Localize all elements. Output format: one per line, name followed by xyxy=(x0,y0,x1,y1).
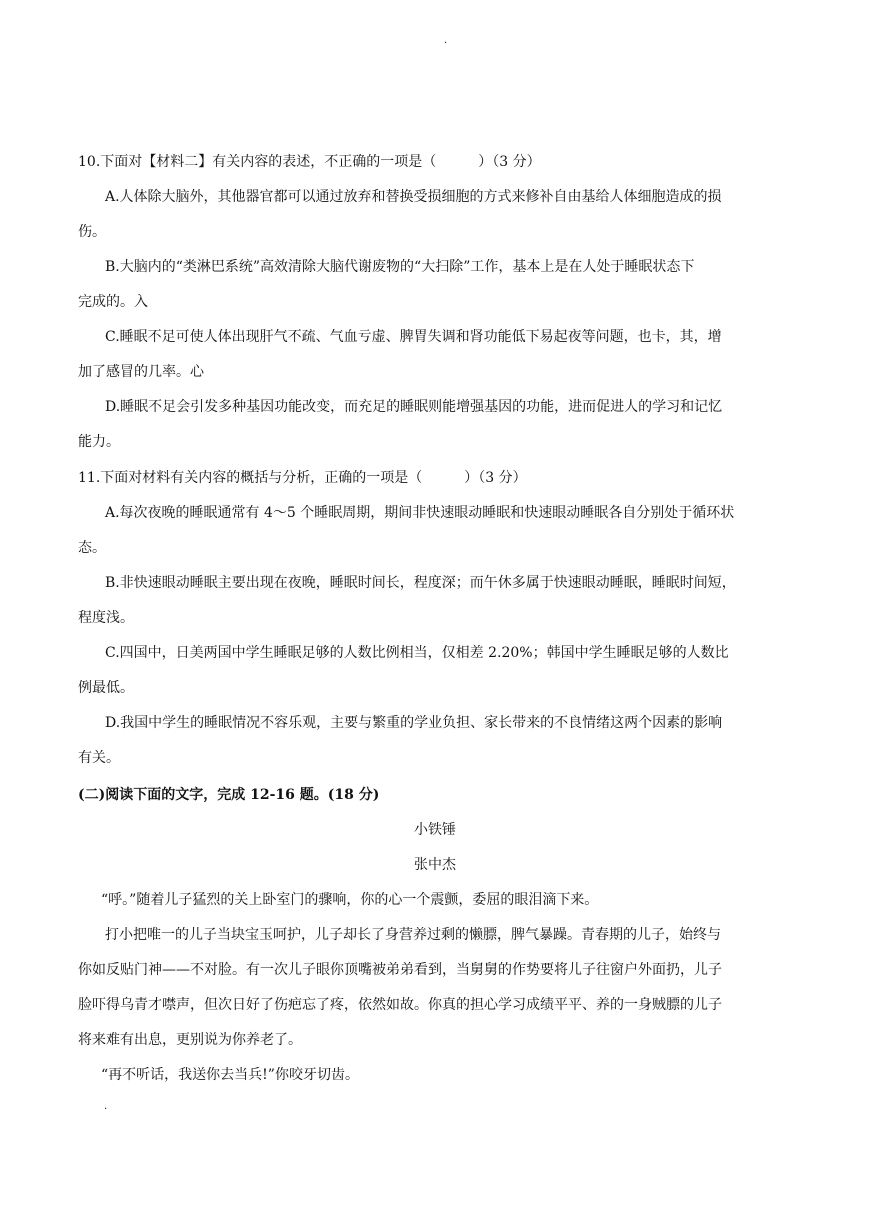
question-11-title: 11.下面对材料有关内容的概括与分析，正确的一项是（ ）（3 分） xyxy=(78,470,527,486)
story-author: 张中杰 xyxy=(414,857,456,873)
story-paragraph-2-line1: 打小把唯一的儿子当块宝玉呵护，儿子却长了身营养过剩的懒膘，脾气暴躁。青春期的儿子，始终与 xyxy=(105,927,721,943)
question-11-option-c-line1: C.四国中，日美两国中学生睡眠足够的人数比例相当，仅相差 2.20%；韩国中学生睡眠足够的人数比 xyxy=(105,645,729,661)
footer-dot: . xyxy=(104,1101,108,1112)
question-10-option-a-line1: A.人体除大脑外，其他器官都可以通过放弃和替换受损细胞的方式来修补自由基给人体细胞造成的损 xyxy=(105,189,722,205)
question-11-option-d-line2: 有关。 xyxy=(78,750,120,766)
question-10-option-c-line2: 加了感冒的几率。心 xyxy=(78,364,204,380)
question-10-title: 10.下面对【材料二】有关内容的表述，不正确的一项是（ ）（3 分） xyxy=(78,154,541,170)
question-10-option-b-line2: 完成的。入 xyxy=(78,294,148,310)
story-paragraph-2-line3: 脸吓得乌青才噤声，但次日好了伤疤忘了疼，依然如故。你真的担心学习成绩平平、养的一身贼膘的儿子 xyxy=(78,997,722,1013)
question-10-option-b-line1: B.大脑内的“类淋巴系统”高效清除大脑代谢废物的“大扫除”工作，基本上是在人处于睡眠状态下 xyxy=(105,259,695,275)
story-paragraph-3: “再不听话，我送你去当兵!”你咬牙切齿。 xyxy=(101,1067,359,1083)
document-content xyxy=(78,152,792,1085)
question-10-option-d-line1: D.睡眠不足会引发多种基因功能改变，而充足的睡眠则能增强基因的功能，进而促进人的学习和记忆 xyxy=(105,399,723,415)
header-dot: . xyxy=(444,35,448,46)
question-10-option-a-line2: 伤。 xyxy=(78,224,106,240)
question-11-option-c-line2: 例最低。 xyxy=(78,680,134,696)
story-paragraph-1: “呼。”随着儿子猛烈的关上卧室门的骤响，你的心一个震颤，委屈的眼泪滴下来。 xyxy=(101,892,599,908)
question-11-option-d-line1: D.我国中学生的睡眠情况不容乐观，主要与繁重的学业负担、家长带来的不良情绪这两个因素的影响 xyxy=(105,715,723,731)
question-10-option-d-line2: 能力。 xyxy=(78,434,120,450)
story-paragraph-2-line2: 你如反贴门神——不对脸。有一次儿子眼你顶嘴被弟弟看到，当舅舅的作势要将儿子往窗户外面扔，儿子 xyxy=(78,962,722,978)
section-2-title: (二)阅读下面的文字，完成 12-16 题。(18 分) xyxy=(78,787,380,803)
question-11-option-b-line1: B.非快速眼动睡眠主要出现在夜晚，睡眠时间长，程度深；而午休多属于快速眼动睡眠，睡眠时间短， xyxy=(105,575,736,591)
question-10-option-c-line1: C.睡眠不足可使人体出现肝气不疏、气血亏虚、脾胃失调和肾功能低下易起夜等问题，也卡，其，增 xyxy=(105,329,722,345)
story-title: 小铁锤 xyxy=(414,822,456,838)
question-11-option-b-line2: 程度浅。 xyxy=(78,610,134,626)
story-paragraph-2-line4: 将来难有出息，更别说为你养老了。 xyxy=(78,1032,302,1048)
question-11-option-a-line1: A.每次夜晚的睡眠通常有 4～5 个睡眠周期，期间非快速眼动睡眠和快速眼动睡眠各自分别处于循环状 xyxy=(105,505,735,521)
question-11-option-a-line2: 态。 xyxy=(78,540,106,556)
